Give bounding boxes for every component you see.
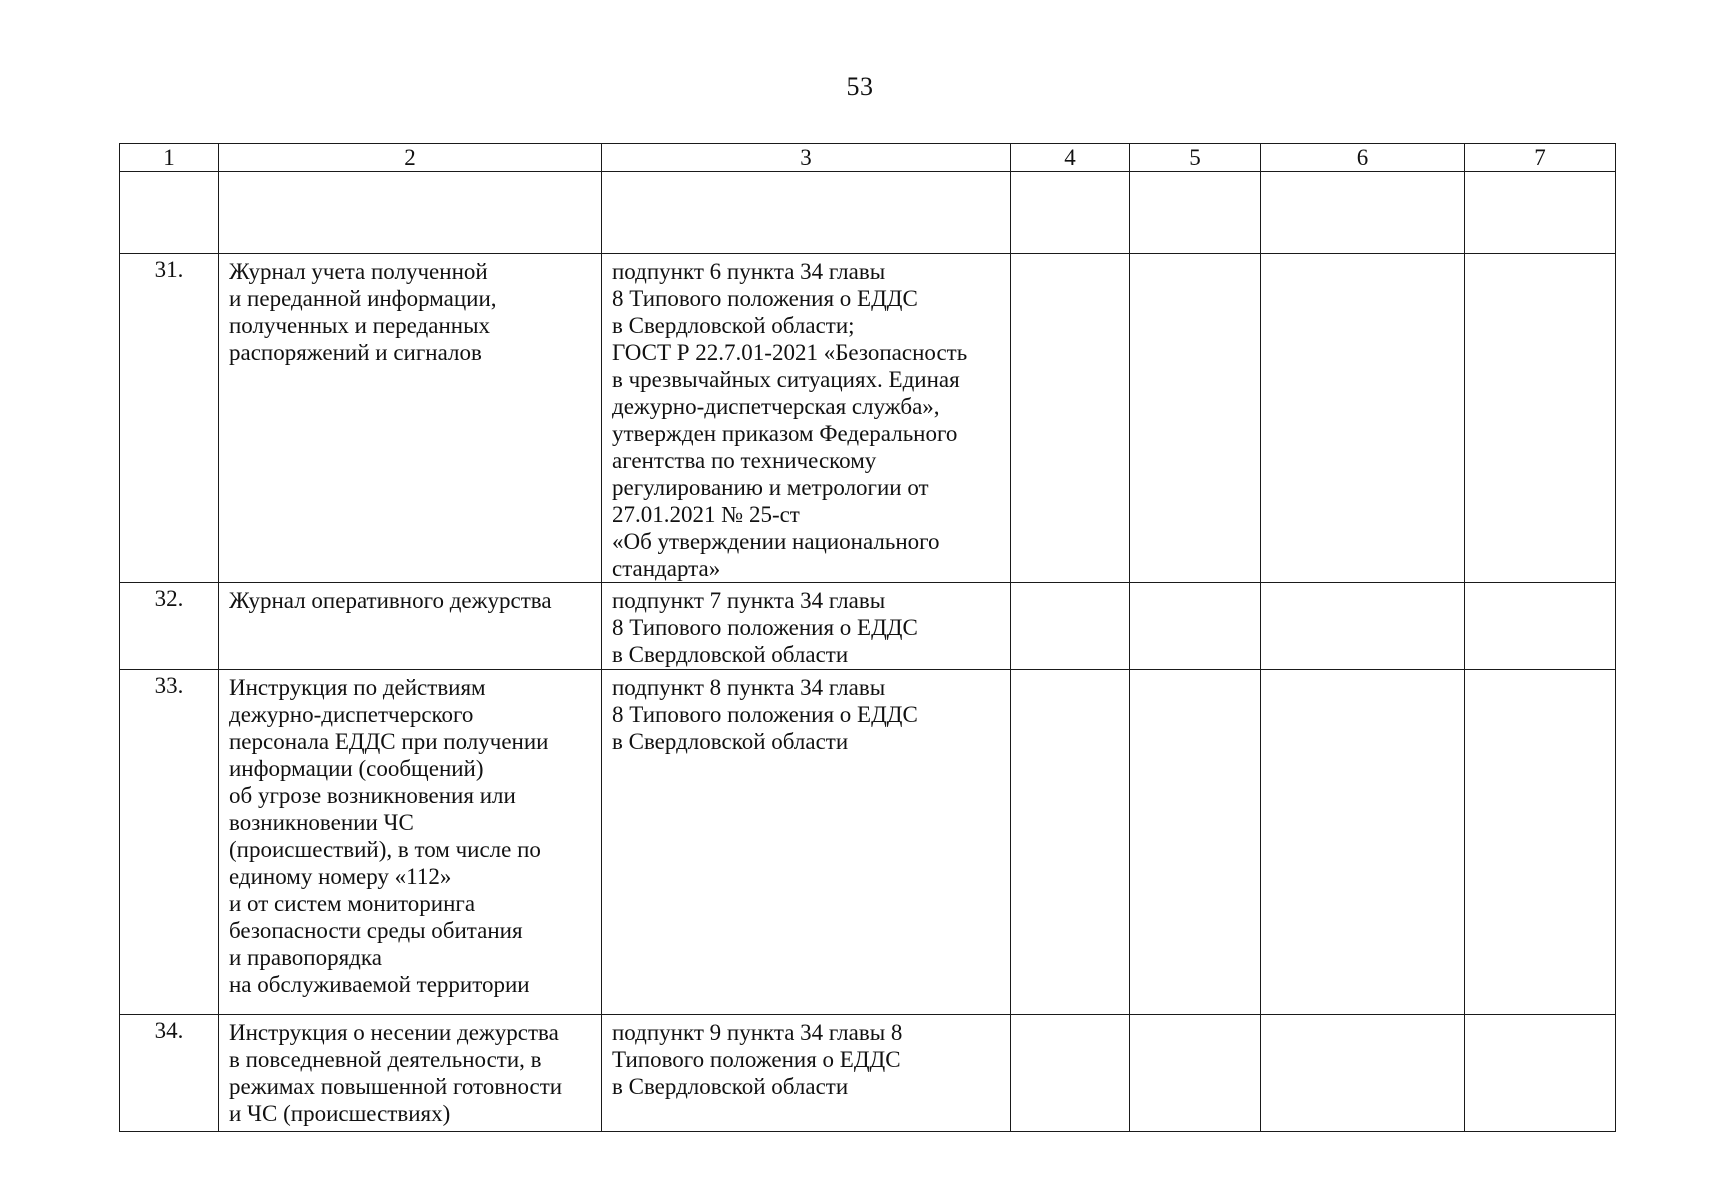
table-cell: [1465, 172, 1616, 254]
table-cell: [602, 172, 1011, 254]
table-row-empty: [120, 172, 1616, 254]
document-name-line: единому номеру «112»: [229, 864, 452, 889]
table-cell: [1011, 254, 1130, 583]
legal-reference-cell: [602, 583, 1011, 670]
document-name-line: и правопорядка: [229, 945, 382, 970]
table-cell: [1465, 583, 1616, 670]
reference-line: утвержден приказом Федерального: [612, 421, 958, 446]
table-cell: [1261, 1015, 1465, 1132]
column-header: 3: [602, 144, 1011, 172]
table-cell: [1011, 583, 1130, 670]
document-name-line: (происшествий), в том числе по: [229, 837, 541, 862]
legal-reference-cell: [602, 1015, 1011, 1132]
document-name-line: и от систем мониторинга: [229, 891, 476, 916]
document-name-line: об угрозе возникновения или: [229, 783, 516, 808]
reference-line: агентства по техническому: [612, 448, 877, 473]
row-number: 33.: [120, 670, 219, 1015]
document-name-line: безопасности среды обитания: [229, 918, 523, 943]
table-cell: [1130, 583, 1261, 670]
table-cell: [120, 172, 219, 254]
document-name-line: в повседневной деятельности, в: [229, 1047, 542, 1072]
document-name-line: Журнал учета полученной: [229, 259, 488, 284]
column-header: 7: [1465, 144, 1616, 172]
reference-line: подпункт 6 пункта 34 главы: [612, 259, 886, 284]
column-header: 6: [1261, 144, 1465, 172]
table-row: [120, 254, 1616, 583]
row-number: 31.: [120, 254, 219, 583]
reference-line: регулированию и метрологии от: [612, 475, 929, 500]
reference-line: «Об утверждении национального: [612, 529, 940, 554]
document-name-line: персонала ЕДДС при получении: [229, 729, 549, 754]
reference-line: 8 Типового положения о ЕДДС: [612, 702, 918, 727]
table-cell: [1261, 583, 1465, 670]
column-header: 4: [1011, 144, 1130, 172]
document-name-cell: [219, 670, 602, 1015]
reference-line: ГОСТ Р 22.7.01-2021 «Безопасность: [612, 340, 968, 365]
table-cell: [1130, 254, 1261, 583]
table-cell: [1465, 670, 1616, 1015]
document-name-line: режимах повышенной готовности: [229, 1074, 563, 1099]
row-number: 34.: [120, 1015, 219, 1132]
table-cell: [1130, 172, 1261, 254]
table-cell: [1011, 172, 1130, 254]
document-name-line: полученных и переданных: [229, 313, 491, 338]
document-name-line: Инструкция по действиям: [229, 675, 486, 700]
document-name-line: и переданной информации,: [229, 286, 497, 311]
column-header: 1: [120, 144, 219, 172]
document-name-line: и ЧС (происшествиях): [229, 1101, 451, 1126]
table-cell: [1130, 670, 1261, 1015]
table-cell: [1261, 172, 1465, 254]
table-row: [120, 670, 1616, 1015]
reference-line: подпункт 7 пункта 34 главы: [612, 588, 886, 613]
legal-reference-cell: [602, 254, 1011, 583]
reference-line: стандарта»: [612, 556, 721, 581]
reference-line: в Свердловской области: [612, 729, 849, 754]
legal-reference-cell: [602, 670, 1011, 1015]
table-cell: [1261, 254, 1465, 583]
reference-line: в Свердловской области: [612, 1074, 849, 1099]
column-header: 2: [219, 144, 602, 172]
document-table: [119, 143, 1616, 1132]
table-cell: [1130, 1015, 1261, 1132]
page-number: 53: [846, 72, 874, 101]
table-header-row: [120, 144, 1616, 172]
document-name-cell: [219, 1015, 602, 1132]
table-cell: [1261, 670, 1465, 1015]
reference-line: 8 Типового положения о ЕДДС: [612, 615, 918, 640]
table-row: [120, 583, 1616, 670]
document-name-line: дежурно-диспетчерского: [229, 702, 474, 727]
reference-line: подпункт 8 пункта 34 главы: [612, 675, 886, 700]
reference-line: дежурно-диспетчерская служба»,: [612, 394, 940, 419]
document-name-line: Инструкция о несении дежурства: [229, 1020, 559, 1045]
table-row: [120, 1015, 1616, 1132]
table-cell: [1011, 670, 1130, 1015]
reference-line: 27.01.2021 № 25-ст: [612, 502, 800, 527]
document-name-cell: [219, 254, 602, 583]
table-cell: [1465, 1015, 1616, 1132]
column-header: 5: [1130, 144, 1261, 172]
document-name-line: Журнал оперативного дежурства: [229, 588, 552, 613]
document-name-line: распоряжений и сигналов: [229, 340, 482, 365]
reference-line: в чрезвычайных ситуациях. Единая: [612, 367, 960, 392]
row-number: 32.: [120, 583, 219, 670]
table-cell: [219, 172, 602, 254]
reference-line: в Свердловской области: [612, 642, 849, 667]
table-cell: [1011, 1015, 1130, 1132]
document-name-line: возникновении ЧС: [229, 810, 414, 835]
reference-line: Типового положения о ЕДДС: [612, 1047, 901, 1072]
table-cell: [1465, 254, 1616, 583]
document-name-cell: [219, 583, 602, 670]
reference-line: в Свердловской области;: [612, 313, 855, 338]
reference-line: подпункт 9 пункта 34 главы 8: [612, 1020, 903, 1045]
document-name-line: информации (сообщений): [229, 756, 484, 781]
reference-line: 8 Типового положения о ЕДДС: [612, 286, 918, 311]
document-name-line: на обслуживаемой территории: [229, 972, 530, 997]
